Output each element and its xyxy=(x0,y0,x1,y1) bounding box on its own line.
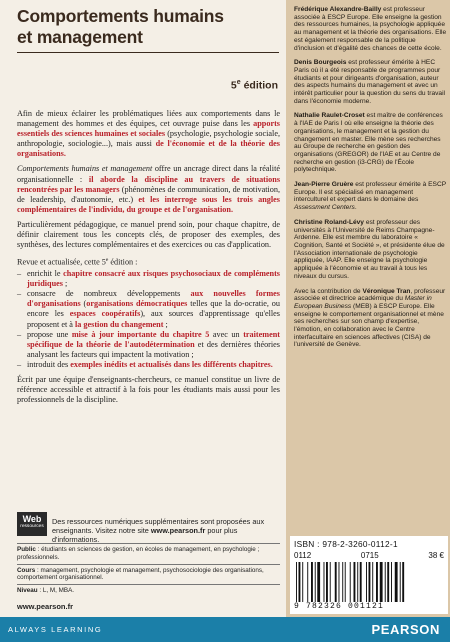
body-text: ), aux sources d'apprentissage qu'elles proposent et à xyxy=(27,309,280,329)
barcode-block xyxy=(290,536,448,614)
barcode-bar xyxy=(391,562,392,602)
public-row: Public : étudiants en sciences de gestion, en écoles de management, en psychologie ; professionnels. xyxy=(17,543,280,564)
barcode-bar xyxy=(402,562,404,602)
paragraph-anchoring xyxy=(17,164,280,214)
code-2: 0715 xyxy=(360,551,379,560)
body-text: Afin de mieux éclairer les problématiques liées aux comportements dans le management des hommes et des équipes, cet ouvrage puise dans les xyxy=(17,109,280,129)
highlight-text: mise à jour importante du chapitre 5 xyxy=(71,329,210,339)
body-text: ; xyxy=(163,319,168,329)
barcode-bar xyxy=(302,562,303,602)
barcode-bar xyxy=(350,562,351,602)
barcode-bar xyxy=(330,562,331,602)
web-resources-text: Des ressources numériques supplémentaires sont proposées aux enseignants. Visitez notre site www.pearson.fr pour plus d'informations. xyxy=(52,517,265,544)
author-bio xyxy=(294,112,448,174)
author-description: est professeur des universités à l'Université de Reims Champagne-Ardenne. Elle est membre du laboratoire « Cognition, Santé et Société », et présidente élue de l'Association internationale de psychologie appliquée, IAAP. Elle enseigne la psychologie appliquée à l'économie et au travail à tous les niveaux du cursus. xyxy=(294,218,445,280)
highlight-text: de l'économie et de la théorie des organisations. xyxy=(17,139,280,159)
author-name: Nathalie Raulet-Croset xyxy=(294,112,365,120)
barcode-bar xyxy=(387,562,389,602)
barcode-bar xyxy=(354,562,356,602)
niveau-row: Niveau : L, M, MBA. xyxy=(17,584,280,597)
tagline: ALWAYS LEARNING xyxy=(8,625,103,634)
title-line-2: et management xyxy=(17,27,143,47)
highlight-text: traitement spécifique de la théorie de l'autodétermination xyxy=(27,329,281,349)
price-label: 38 € xyxy=(428,551,444,560)
barcode-bar xyxy=(372,562,373,602)
highlight-text: chapitre consacré aux risques psychosociaux de compléments juridiques xyxy=(27,269,280,289)
paragraph-authors: Écrit par une équipe d'enseignants-chercheurs, ce manuel constitue un livre de référence accessible et attractif à la fois pour les étudiants mais aussi pour les professionnels de la discipline. xyxy=(17,374,280,405)
title-divider xyxy=(17,52,279,53)
body-text: enrichit le xyxy=(27,269,64,279)
revision-item xyxy=(17,360,280,370)
pearson-logo: PEARSON xyxy=(371,622,440,637)
barcode-bar xyxy=(342,562,343,602)
barcode-bar xyxy=(335,562,337,602)
author-description-end: . xyxy=(354,204,357,212)
audience-info xyxy=(17,543,280,597)
author-name: Frédérique Alexandre-Bailly xyxy=(294,6,382,13)
body-text: ( xyxy=(80,299,87,309)
barcode-bar xyxy=(311,562,313,602)
body-text: introduit des xyxy=(27,359,71,369)
author-bio xyxy=(294,219,448,281)
barcode-bar xyxy=(339,562,340,602)
highlight-text: aux nouvelles formes d'organisations xyxy=(27,289,280,309)
barcode-bar xyxy=(307,562,308,602)
highlight-text: apports essentiels des sciences humaines et sociales xyxy=(17,119,280,139)
publisher-url[interactable]: www.pearson.fr xyxy=(17,602,73,611)
barcode-bar xyxy=(296,562,297,602)
author-name: Jean-Pierre Gruère xyxy=(294,181,354,189)
author-description: est professeur émérite à ESCP Europe. Il est spécialisé en management interculturel et expert dans le domaine des xyxy=(294,181,446,204)
body-text: telles que la do-ocratie, ou encore les xyxy=(27,299,280,319)
book-title xyxy=(17,6,282,48)
highlight-text: la gestion du changement xyxy=(74,319,164,329)
barcode-bar xyxy=(345,562,346,602)
body-text: offre un ancrage direct dans la réalité organisationnelle : xyxy=(17,164,280,184)
body-text: et des dernières théories analysant les facteurs qui impactent la motivation ; xyxy=(27,339,280,359)
description-body xyxy=(17,109,280,410)
paragraph-pedagogy: Particulièrement pédagogique, ce manuel prend soin, pour chaque chapitre, de définir clairement tous les concepts clés, de proposer des exemples, des synthèses, des lectures complémentaires et des exercices ou cas d'application. xyxy=(17,219,280,250)
web-resources-logo: Web ressources xyxy=(17,512,47,536)
author-bio xyxy=(294,181,448,212)
revision-item xyxy=(17,269,280,289)
revision-item xyxy=(17,289,280,329)
highlight-text: et les interroge sous les trois angles complémentaires de l'individu, du groupe et de l'organisation. xyxy=(17,194,280,214)
body-text: (psychologie, psychologie sociale, anthropologie, sociologie...), mais aussi xyxy=(17,129,280,149)
highlight-text: exemples inédits et actualisés dans les différents chapitres. xyxy=(70,359,273,369)
revision-list xyxy=(17,269,280,370)
body-text: Comportements humains et management xyxy=(17,164,153,174)
author-bios xyxy=(294,6,448,356)
author-italic: Assessment Centers xyxy=(294,204,355,212)
author-bio xyxy=(294,6,448,52)
paragraph-intro xyxy=(17,109,280,159)
revision-item xyxy=(17,330,280,360)
barcode-bar xyxy=(357,562,358,602)
isbn-label: ISBN : 978-2-3260-0112-1 xyxy=(294,539,398,549)
paragraph-revision-intro: Revue et actualisée, cette 5e édition : xyxy=(17,257,138,267)
barcode-bar xyxy=(366,562,367,602)
barcode-bar xyxy=(315,562,316,602)
edition-label: 5e édition xyxy=(230,79,278,92)
highlight-text: espaces coopératifs xyxy=(69,309,141,319)
barcode-bar xyxy=(376,562,378,602)
author-name: Denis Bourgeois xyxy=(294,59,347,67)
title-line-1: Comportements humains xyxy=(17,6,224,26)
barcode-bar xyxy=(326,562,328,602)
author-description: est professeur associée à ESCP Europe. Elle enseigne la gestion des ressources humaines, la psychologie appliquée au management et la théorie des organisations. Elle est également responsable de la politique d'inclusion et d'égalité des chances de cette école. xyxy=(294,6,447,52)
highlight-text: organisations démocratiques xyxy=(86,299,188,309)
barcode-bar xyxy=(360,562,362,602)
highlight-text: il aborde la discipline au travers de situations rencontrées par les managers xyxy=(17,174,281,194)
barcode-bar xyxy=(380,562,383,602)
body-text: ; xyxy=(62,279,68,289)
barcode-bar xyxy=(369,562,371,602)
author-bio xyxy=(294,59,448,105)
barcode-bar xyxy=(400,562,401,602)
author-description: est professeur émérite à HEC Paris où il a été responsable de programmes pour étudiants et pour dirigeants d'organisation, auteur des aspects humains du management et avec un intérêt particulier pour la question du sens du travail dans l'économie moderne. xyxy=(294,59,446,105)
contributor-bio: Avec la contribution de Véronique Tran, professeur associée et directrice académique du Master in European Business (MEB) à ESCP Europe. Elle enseigne le comportement organisationnel et mène ses recherches sur son champ d'expertise, l'émotion, en collaboration avec le Centre interfacultaire en sciences affectives (CISA) de l'université de Genève. xyxy=(294,287,446,349)
body-text: avec un xyxy=(209,329,244,339)
cours-row: Cours : management, psychologie et management, psychosociologie des organisations, comportement organisationnel. xyxy=(17,564,280,585)
ean-number: 9 782326 001121 xyxy=(294,602,385,611)
authors-panel xyxy=(286,0,450,617)
code-1: 0112 xyxy=(294,551,312,560)
price-row xyxy=(294,551,444,560)
barcode-bar xyxy=(299,562,301,602)
barcode-bar xyxy=(317,562,320,602)
author-description: est maître de conférences à l'IAE de Paris I où elle enseigne la théorie des organisations, le management et la gestion du changement en master. Elle mène ses recherches au Groupe de recherche en gestion des organisations (GREGOR) de l'IAE et au Centre de recherche en gestion (i3-CRG) de l'École polytechnique. xyxy=(294,112,443,174)
barcode-bar xyxy=(324,562,325,602)
footer-bar xyxy=(0,617,450,642)
barcode-bar xyxy=(395,562,398,602)
barcode-icon xyxy=(294,562,444,602)
body-text: consacre de nombreux développements xyxy=(27,289,191,299)
barcode-bar xyxy=(385,562,386,602)
body-text: propose une xyxy=(27,329,72,339)
body-text: (phénomènes de communication, de motivation, de leadership, d'autonomie, etc.) xyxy=(17,184,280,204)
web-resources-url[interactable]: www.pearson.fr xyxy=(150,526,206,535)
author-name: Christine Roland-Lévy xyxy=(294,218,364,226)
